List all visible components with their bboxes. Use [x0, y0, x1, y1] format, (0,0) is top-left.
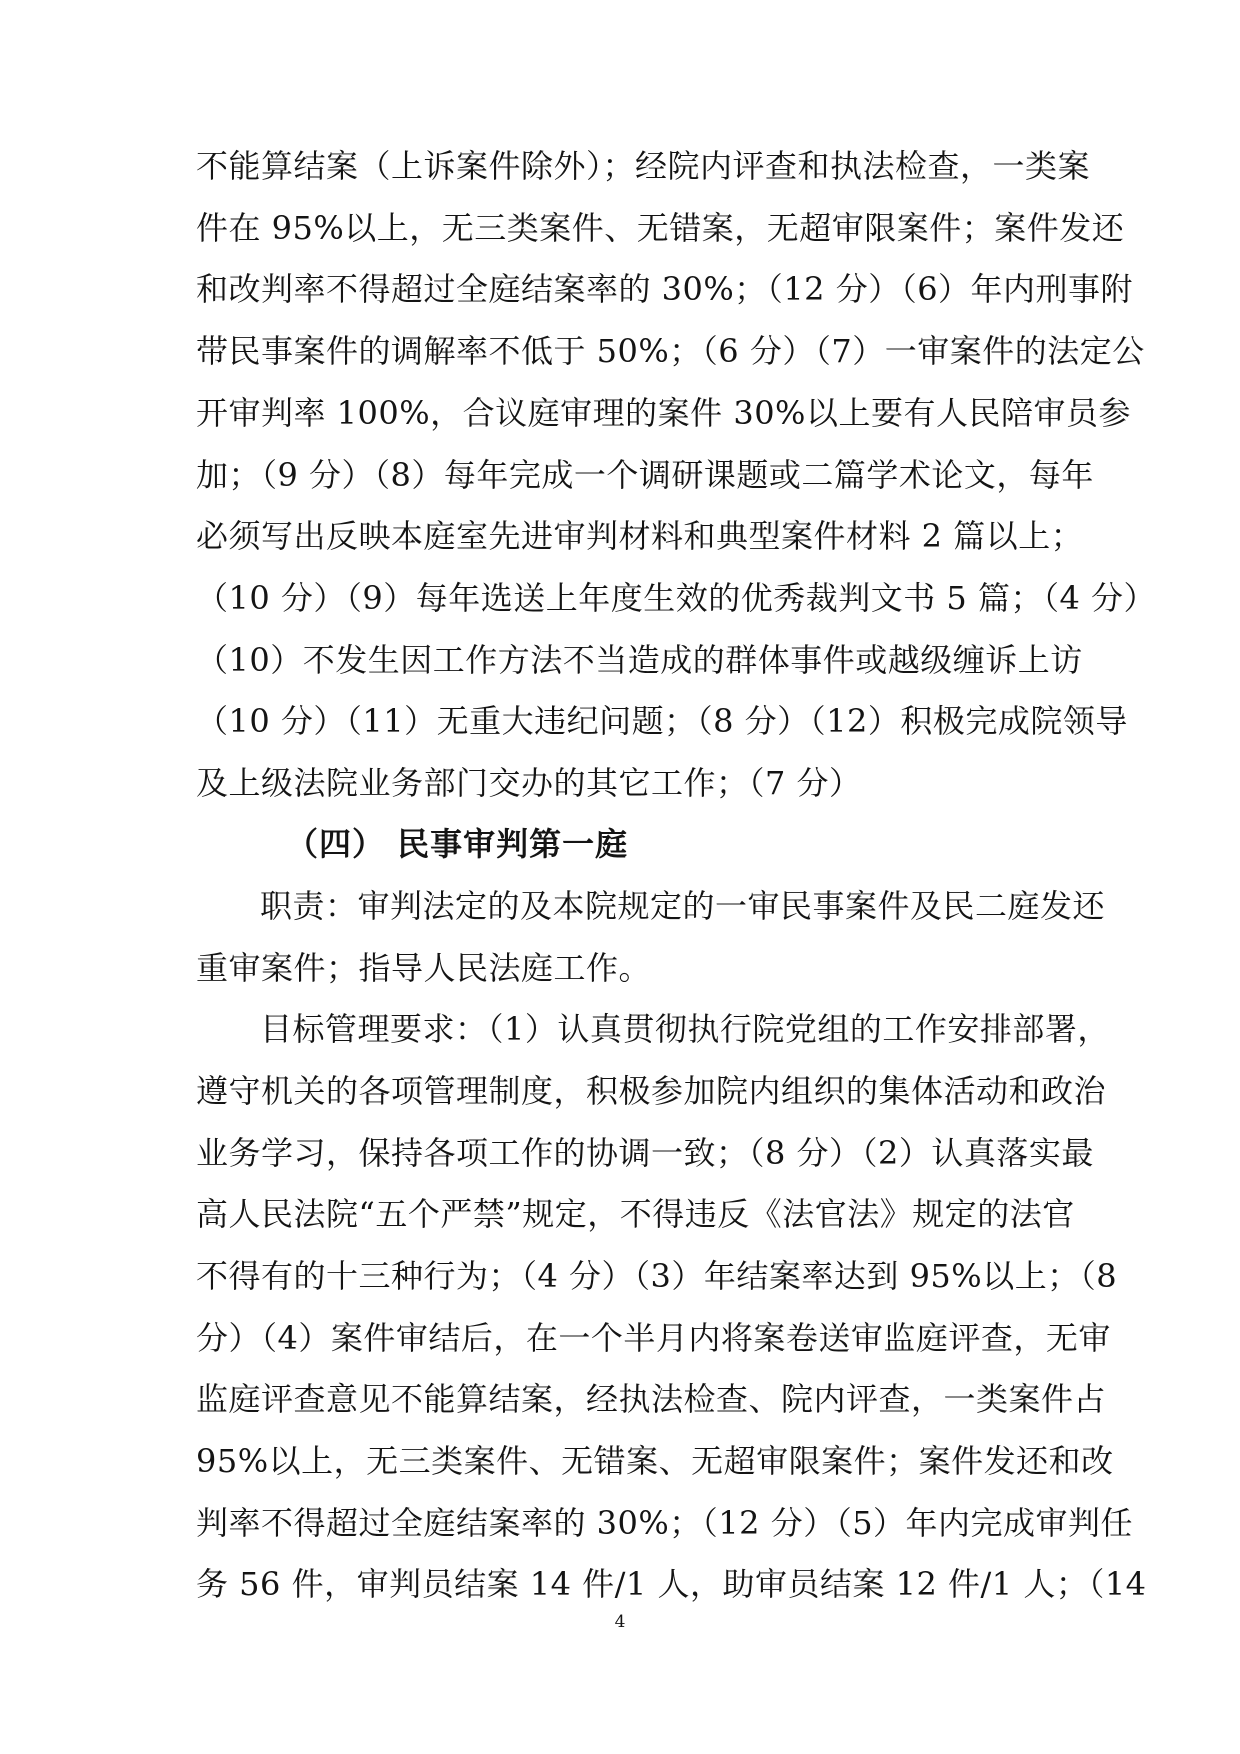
goal-paragraph-line: 判率不得超过全庭结案率的 30%；（12 分）（5）年内完成审判任	[196, 1504, 1134, 1542]
goal-paragraph-line: 不得有的十三种行为；（4 分）（3）年结案率达到 95%以上；（8	[196, 1257, 1118, 1295]
paragraph-line: 开审判率 100%，合议庭审理的案件 30%以上要有人民陪审员参	[196, 394, 1131, 432]
paragraph-line: （10）不发生因工作方法不当造成的群体事件或越级缠诉上访	[196, 641, 1083, 679]
paragraph-line: 件在 95%以上，无三类案件、无错案，无超审限案件；案件发还	[196, 209, 1125, 247]
paragraph-line: 不能算结案（上诉案件除外）；经院内评查和执法检查，一类案	[196, 147, 1091, 185]
goal-paragraph-line: 高人民法院“五个严禁”规定，不得违反《法官法》规定的法官	[196, 1195, 1075, 1233]
duty-paragraph-line: 职责：审判法定的及本院规定的一审民事案件及民二庭发还	[260, 887, 1106, 925]
section-heading: （四） 民事审判第一庭	[286, 825, 629, 863]
paragraph-line: 和改判率不得超过全庭结案率的 30%；（12 分）（6）年内刑事附	[196, 270, 1134, 308]
paragraph-line: 带民事案件的调解率不低于 50%；（6 分）（7）一审案件的法定公	[196, 332, 1145, 370]
goal-paragraph-line: 监庭评查意见不能算结案，经执法检查、院内评查，一类案件占	[196, 1380, 1107, 1418]
goal-paragraph-line: 目标管理要求：（1）认真贯彻执行院党组的工作安排部署，	[260, 1010, 1110, 1048]
goal-paragraph-line: 95%以上，无三类案件、无错案、无超审限案件；案件发还和改	[196, 1442, 1114, 1480]
goal-paragraph-line: 遵守机关的各项管理制度，积极参加院内组织的集体活动和政治	[196, 1072, 1107, 1110]
goal-paragraph-line: 业务学习，保持各项工作的协调一致；（8 分）（2）认真落实最	[196, 1134, 1094, 1172]
paragraph-line: （10 分）（9）每年选送上年度生效的优秀裁判文书 5 篇；（4 分）	[196, 579, 1156, 617]
paragraph-line: （10 分）（11）无重大违纪问题；（8 分）（12）积极完成院领导	[196, 702, 1128, 740]
paragraph-line: 及上级法院业务部门交办的其它工作；（7 分）	[196, 764, 862, 802]
goal-paragraph-line: 分）（4）案件审结后，在一个半月内将案卷送审监庭评查，无审	[196, 1319, 1111, 1357]
paragraph-line: 必须写出反映本庭室先进审判材料和典型案件材料 2 篇以上；	[196, 517, 1084, 555]
goal-paragraph-line: 务 56 件，审判员结案 14 件/1 人，助审员结案 12 件/1 人；（14	[196, 1565, 1147, 1603]
duty-paragraph-line: 重审案件；指导人民法庭工作。	[196, 949, 652, 987]
paragraph-line: 加；（9 分）（8）每年完成一个调研课题或二篇学术论文，每年	[196, 456, 1094, 494]
page-number: 4	[614, 1612, 626, 1632]
